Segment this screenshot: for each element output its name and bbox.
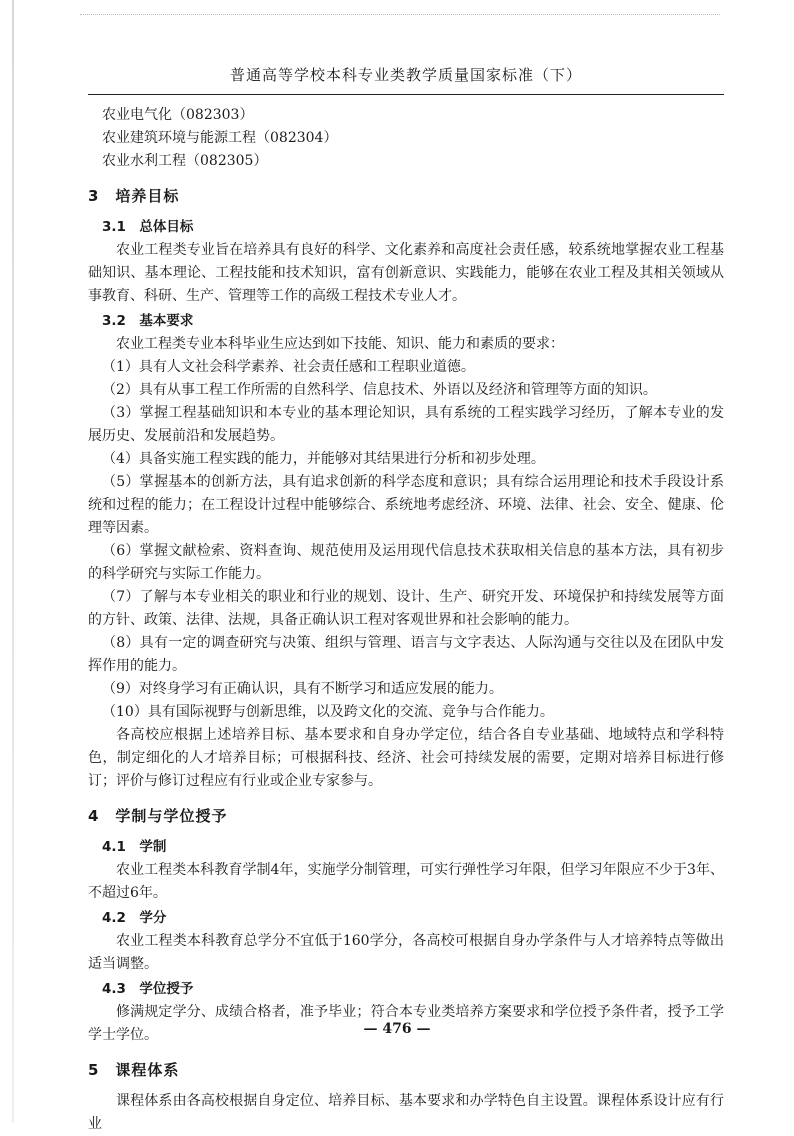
page-number: — 476 — — [363, 1021, 431, 1037]
paragraph: 修满规定学分、成绩合格者，准予毕业；符合本专业类培养方案要求和学位授予条件者，授予工学学士学位。 — [88, 1004, 724, 1043]
requirement-item: （6）掌握文献检索、资料查询、规范使用及运用现代信息技术获取相关信息的基本方法，具有初步的科学研究与实际工作能力。 — [88, 543, 724, 582]
requirement-item: （4）具备实施工程实践的能力，并能够对其结果进行分析和初步处理。 — [102, 451, 545, 467]
requirement-item: （3）掌握工程基础知识和本专业的基本理论知识，具有系统的工程实践学习经历，了解本专业的发展历史、发展前沿和发展趋势。 — [88, 405, 724, 444]
requirement-item: （2）具有从事工程工作所需的自然科学、信息技术、外语以及经济和管理等方面的知识。 — [102, 382, 657, 398]
paragraph: 农业工程类本科教育学制4年，实施学分制管理，可实行弹性学习年限，但学习年限应不少于3年、不超过6年。 — [88, 862, 724, 901]
subsection-heading-4-1: 4.1 学制 — [102, 839, 167, 855]
scan-spine-shadow — [12, 0, 14, 1123]
major-item: 农业水利工程（082305） — [102, 153, 268, 169]
section-heading-4: 4 学制与学位授予 — [88, 807, 228, 825]
major-item: 农业建筑环境与能源工程（082304） — [102, 130, 338, 146]
subsection-heading-4-3: 4.3 学位授予 — [102, 981, 194, 997]
section-heading-3: 3 培养目标 — [88, 187, 180, 205]
subsection-heading-4-2: 4.2 学分 — [102, 910, 167, 926]
subsection-heading-3-2: 3.2 基本要求 — [102, 313, 194, 329]
paragraph: 农业工程类本科教育总学分不宜低于160学分，各高校可根据自身办学条件与人才培养特点等做出适当调整。 — [88, 933, 724, 972]
requirement-item: （9）对终身学习有正确认识，具有不断学习和适应发展的能力。 — [102, 681, 503, 697]
scan-edge — [80, 14, 720, 16]
major-item: 农业电气化（082303） — [102, 107, 254, 123]
header-rule — [88, 94, 724, 95]
subsection-heading-3-1: 3.1 总体目标 — [102, 219, 194, 235]
requirement-item: （7）了解与本专业相关的职业和行业的规划、设计、生产、研究开发、环境保护和持续发展等方面的方针、政策、法律、法规，具备正确认识工程对客观世界和社会影响的能力。 — [88, 589, 724, 628]
requirement-item: （8）具有一定的调查研究与决策、组织与管理、语言与文字表达、人际沟通与交往以及在团队中发挥作用的能力。 — [88, 635, 724, 674]
running-header: 普通高等学校本科专业类教学质量国家标准（下） — [229, 66, 582, 84]
requirement-item: （10）具有国际视野与创新思维，以及跨文化的交流、竞争与合作能力。 — [102, 704, 554, 720]
paragraph: 农业工程类专业旨在培养具有良好的科学、文化素养和高度社会责任感，较系统地掌握农业工程基础知识、基本理论、工程技能和技术知识，富有创新意识、实践能力，能够在农业工程及其相关领域从事教育、科研、生产、管理等工作的高级工程技术专业人才。 — [88, 242, 724, 304]
section-heading-5: 5 课程体系 — [88, 1061, 180, 1079]
paragraph: 课程体系由各高校根据自身定位、培养目标、基本要求和办学特色自主设置。课程体系设计应有行业 — [88, 1093, 724, 1132]
paragraph: 农业工程类专业本科毕业生应达到如下技能、知识、能力和素质的要求： — [116, 336, 564, 352]
paragraph: 各高校应根据上述培养目标、基本要求和自身办学定位，结合各自专业基础、地域特点和学科特色，制定细化的人才培养目标；可根据科技、经济、社会可持续发展的需要，定期对培养目标进行修订；评价与修订过程应有行业或企业专家参与。 — [88, 727, 724, 789]
requirement-item: （5）掌握基本的创新方法，具有追求创新的科学态度和意识；具有综合运用理论和技术手段设计系统和过程的能力；在工程设计过程中能够综合、系统地考虑经济、环境、法律、社会、安全、健康、伦理等因素。 — [88, 474, 724, 536]
page-body — [88, 104, 724, 1136]
requirement-item: （1）具有人文社会科学素养、社会责任感和工程职业道德。 — [102, 359, 475, 375]
